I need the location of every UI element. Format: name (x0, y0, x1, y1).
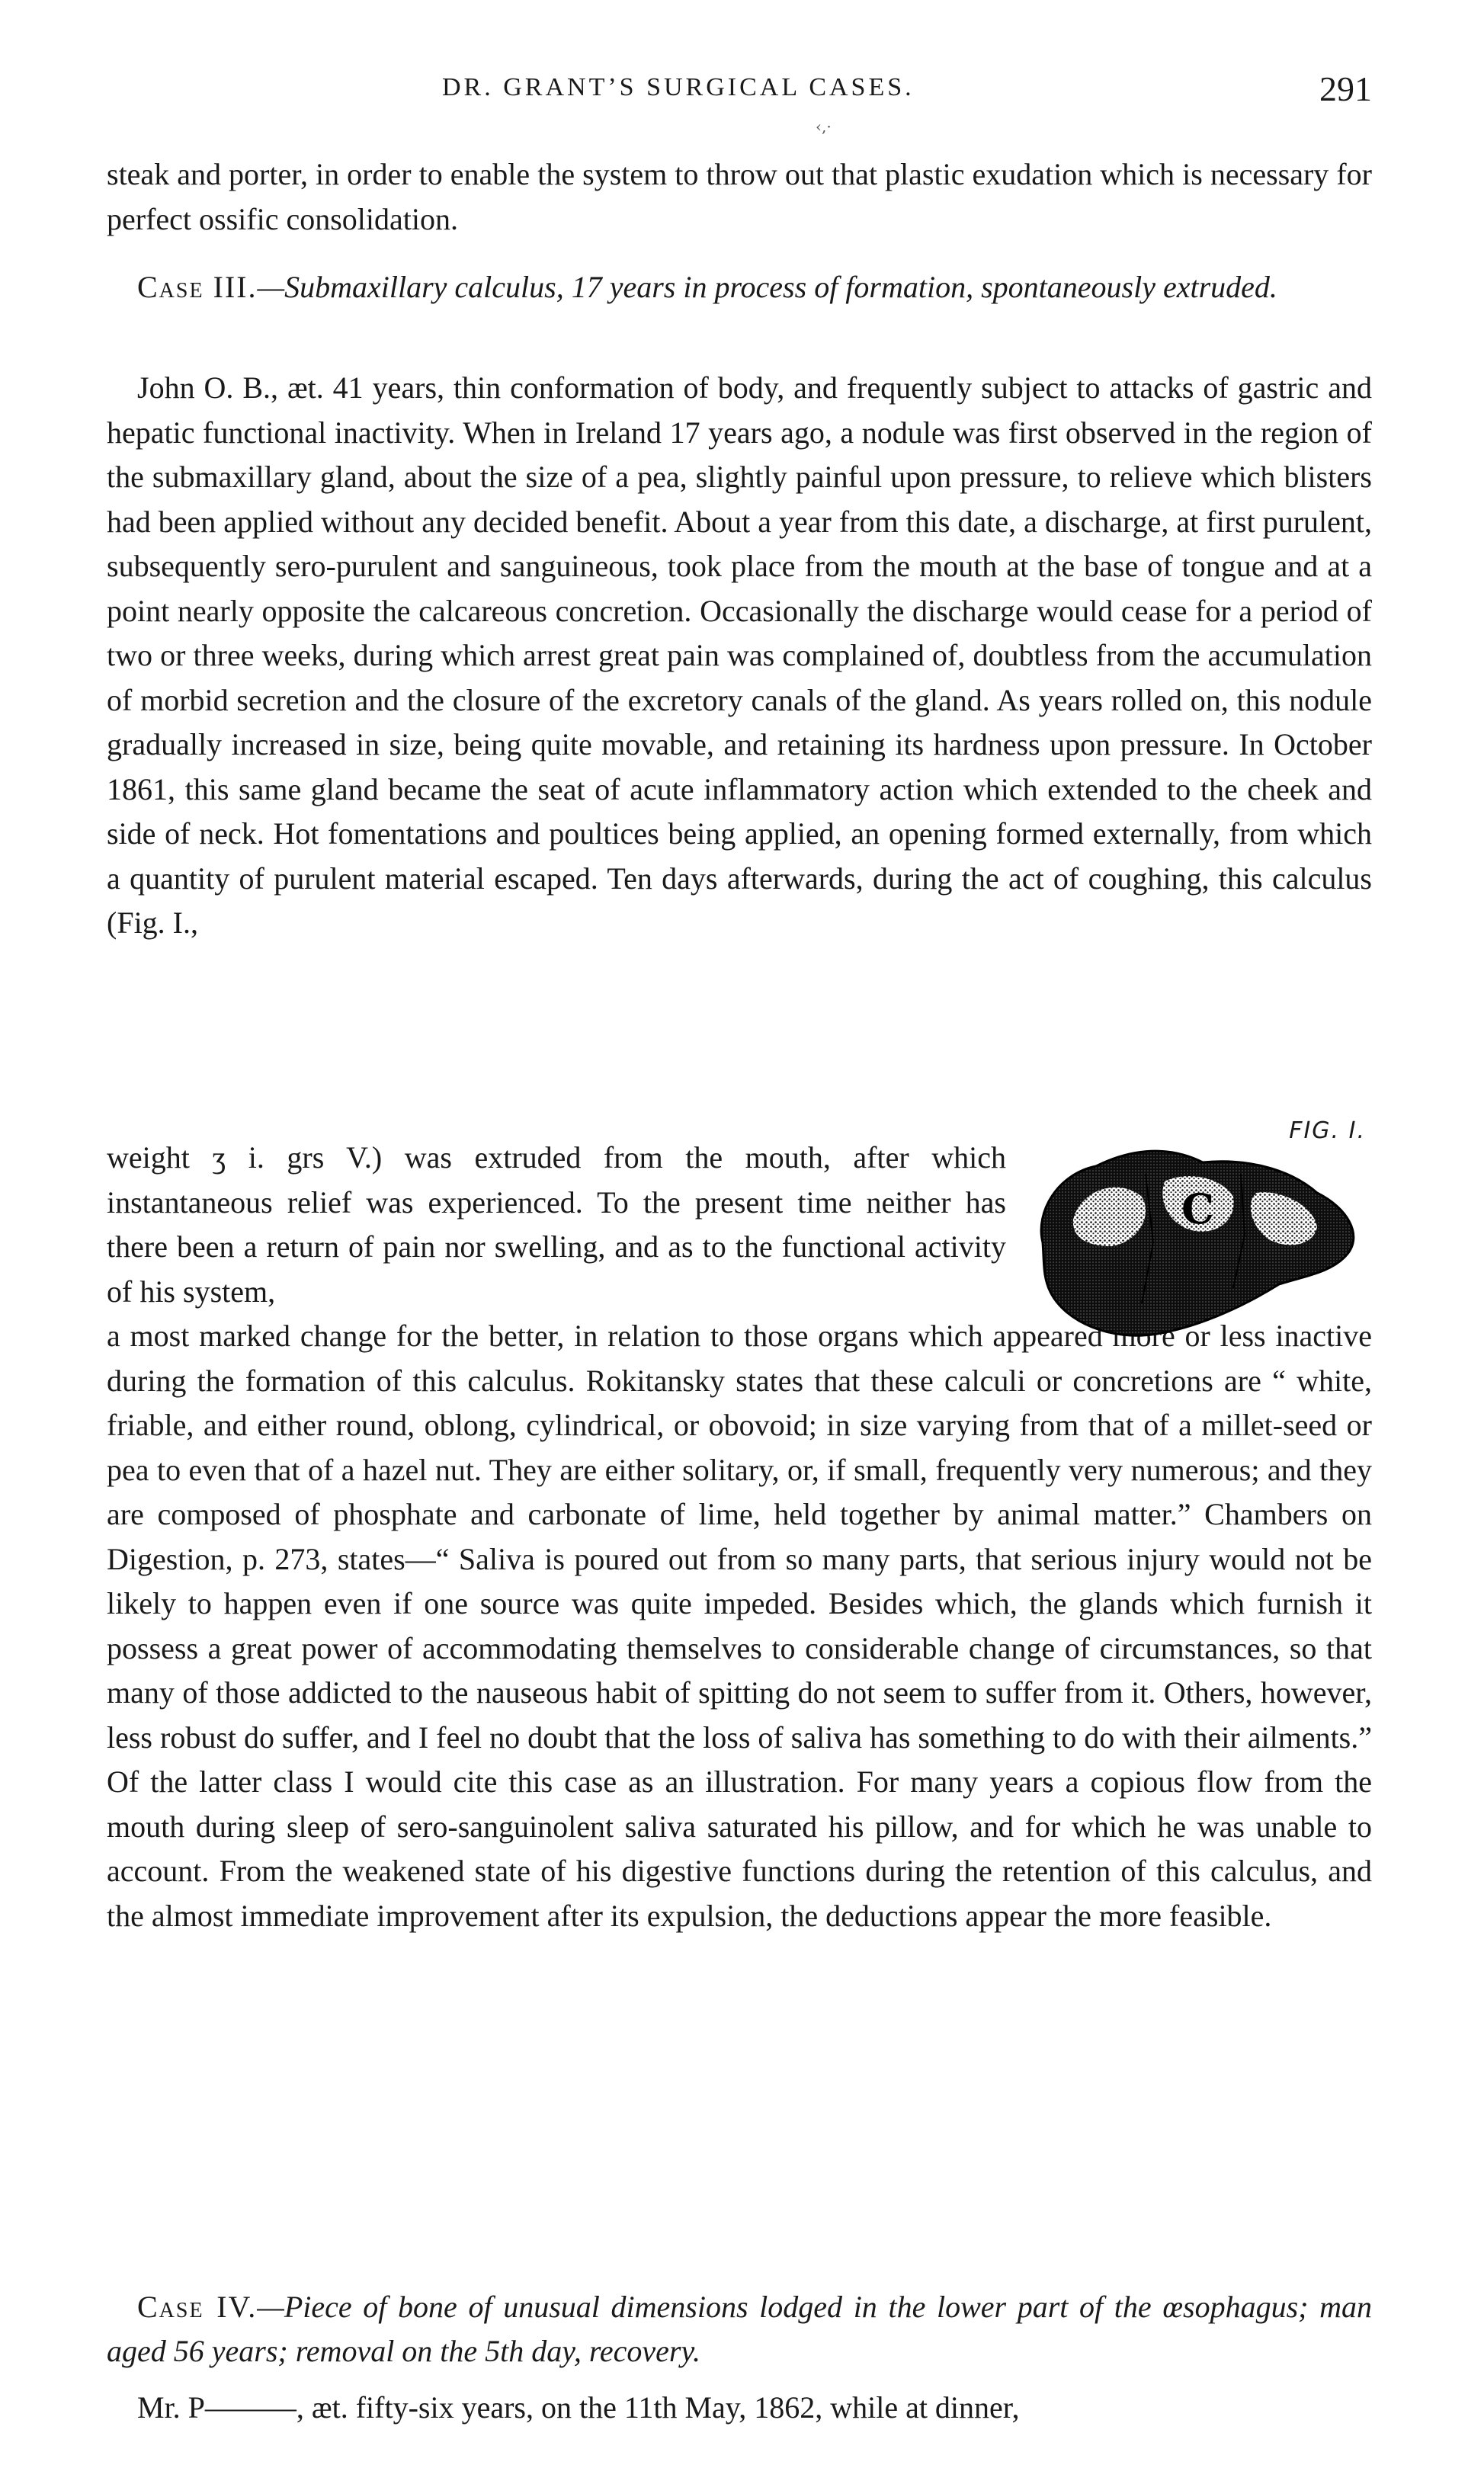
case-iv-heading (107, 2285, 1372, 2373)
case-iii-label: Case III. (137, 270, 258, 304)
svg-text:C: C (1181, 1184, 1214, 1233)
running-title: DR. GRANT’S SURGICAL CASES. (442, 73, 915, 101)
case-iii-paragraph-bottom: a most marked change for the better, in relation to those organs which appeared more or less inactive during the formation of this calculus. Rokitansky states that these calculi or concretions are “ white, friable, and either round, oblong, cylindrical, or obovoid; in size varying from that of a millet-seed or pea to even that of a hazel nut. They are either solitary, or, if small, frequently very numerous; and they are composed of phosphate and carbonate of lime, held together by animal matter.” Chambers on Digestion, p. 273, states—“ Saliva is poured out from so many parts, that serious injury would not be likely to happen even if one source was quite impeded. Besides which, the glands which furnish it possess a great power of accommodating themselves to considerable change of circumstances, so that many of those addicted to the nauseous habit of spitting do not seem to suffer from it. Others, however, less robust do suffer, and I feel no doubt that the loss of saliva has something to do with their ailments.” Of the latter class I would cite this case as an illustration. For many years a copious flow from the mouth during sleep of sero-sanguinolent saliva saturated his pillow, and for which he was unable to account. From the weakened state of his digestive functions during the retention of this calculus, and the almost immediate improvement after its expulsion, the deductions appear the more feasible. (107, 1319, 1372, 1933)
calculus-figure (1012, 1117, 1370, 1349)
case-iv-title: —Piece of bone of unusual dimensions lodged in the lower part of the œsophagus; man aged 56 years; removal on the 5th day, recovery. (107, 2290, 1372, 2368)
case-iii-heading (107, 265, 1372, 309)
case-iv-label: Case IV. (137, 2290, 258, 2324)
case-iii-paragraph-wrap: weight ʒ i. grs V.) was extruded from the mouth, after which instantaneous relief was experienced. To the present time neither has there been a return of pain nor swelling, and as to the functional activity of his system, (107, 1140, 1006, 1309)
calculus-illustration (1012, 1120, 1370, 1349)
page-number: 291 (1319, 69, 1372, 108)
case-iv-paragraph: Mr. P———, æt. fifty-six years, on the 11th May, 1862, while at dinner, (137, 2390, 1020, 2425)
paragraph-continuation: steak and porter, in order to enable the system to throw out that plastic exudation which is necessary for perfect ossific consolidation. (107, 157, 1372, 236)
running-header (107, 69, 1372, 136)
printer-mark: ‹,· (816, 117, 832, 136)
figure-label: FIG. I. (1289, 1117, 1366, 1144)
case-iii-title: —Submaxillary calculus, 17 years in process of formation, spontaneously extruded. (257, 270, 1277, 304)
case-iii-paragraph-top: John O. B., æt. 41 years, thin conformation of body, and frequently subject to attacks of gastric and hepatic functional inactivity. When in Ireland 17 years ago, a nodule was first observed in the region of the submaxillary gland, about the size of a pea, slightly painful upon pressure, to relieve which blisters had been applied without any decided benefit. About a year from this date, a discharge, at first purulent, subsequently sero-purulent and sanguineous, took place from the mouth at the base of tongue and at a point nearly opposite the calcareous concretion. Occasionally the discharge would cease for a period of two or three weeks, during which arrest great pain was complained of, doubtless from the accumulation of morbid secretion and the closure of the excretory canals of the gland. As years rolled on, this nodule gradually increased in size, being quite movable, and retaining its hardness upon pressure. In October 1861, this same gland became the seat of acute inflammatory action which extended to the cheek and side of neck. Hot fomentations and poultices being applied, an opening formed externally, from which a quantity of purulent material escaped. Ten days afterwards, during the act of coughing, this calculus (Fig. I., (107, 370, 1372, 940)
